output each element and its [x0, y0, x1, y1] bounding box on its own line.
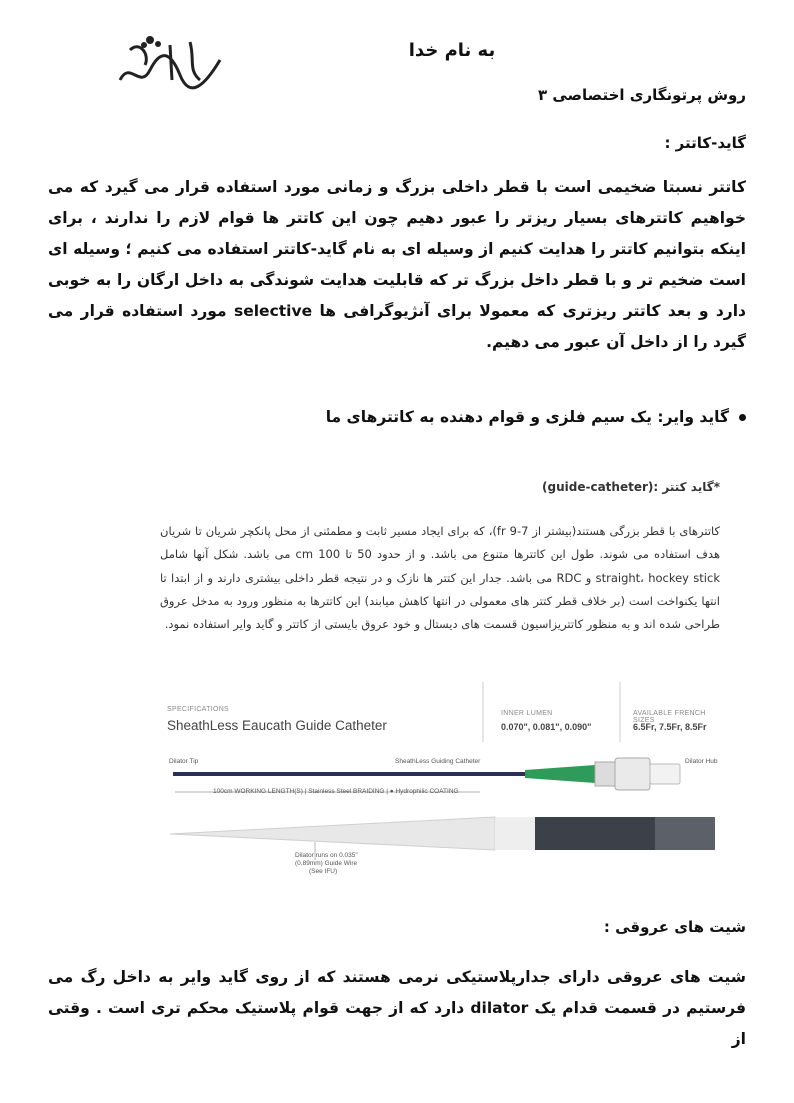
paragraph2-latin: dilator — [470, 999, 529, 1017]
bullet-guidewire — [326, 408, 746, 426]
inner-lumen-label: INNER LUMEN — [501, 710, 553, 717]
paragraph-sheaths — [48, 962, 746, 1055]
book-heading — [542, 480, 720, 494]
working-length-label: 100cm WORKING LENGTH(S) | Stainless Steel BRAIDING | ● Hydrophilic COATING — [213, 788, 459, 795]
spec-label: SPECIFICATIONS — [167, 706, 230, 713]
paragraph1-after: مورد استفاده قرار می گیرد را از داخل آن عبور می دهیم. — [48, 302, 746, 351]
guide-catheter-heading: گاید-کاتتر : — [664, 134, 746, 152]
paragraph1-latin: selective — [234, 302, 313, 320]
spec-figure — [165, 682, 725, 882]
paragraph-guide-catheter — [48, 172, 746, 358]
dilator-note-1: Dilator runs on 0.035" — [295, 852, 358, 859]
dilator-note-2: (0.89mm) Guide Wire — [295, 860, 358, 867]
bullet-dot-icon — [739, 414, 746, 421]
sheath-heading: شیت های عروقی : — [603, 918, 746, 936]
product-name: SheathLess Eaucath Guide Catheter — [167, 718, 387, 733]
paragraph2-before: شیت های عروقی دارای جدارپلاستیکی نرمی هستند که از روی گاید وایر به داخل رگ می فرستیم در قسمت قدام یک — [48, 968, 746, 1017]
paragraph1-before: کاتتر نسبتا ضخیمی است با قطر داخلی بزرگ و زمانی مورد استفاده قرار می گیرد که می خواهیم کاتترهای بسیار ریزتر را عبور دهیم چون این کاتتر ها قوام لازم را ندارند ، برای اینکه بتوانیم کاتتر را هدایت کنیم از وسیله ای به نام گاید-کاتتر استفاده می کنیم ؛ وسیله ای است ضخیم تر و با قطر داخل بزرگ تر که قابلیت هدایت شوندگی به داخل ارگان را به خوبی دارد و بعد کاتتر ریزتری که معمولا برای آنژیوگرافی ها — [48, 178, 746, 320]
book-text: کاتترهای با قطر بزرگی هستند(بیشتر از fr 9-7)، که برای ایجاد مسیر ثابت و مطمئنی از محل پانکچر شریان تا شریان هدف استفاده می شوند. طول این کاتترها متنوع می باشد. و از حدود 50 تا 100 cm می باشد. شکل آنها شامل straight، hockey stick و RDC می باشد. جدار این کتتر ها نازک و در نتیجه قطر داخلی بیشتری دارند و از ابتدا تا انتها یکنواخت است (بر خلاف قطر کتتر های معمولی در انتها کاهش میابند) این کاتترها به منظور ورود به مدخل عروق طراحی شده اند و به منظور کاتتریزاسیون قسمت های دیستال و خود عروق بایستی از کاتتر و گاید وایر استفاده نمود. — [160, 524, 721, 632]
guiding-catheter-label: SheathLess Guiding Catheter — [395, 758, 481, 765]
paragraph2-after: دارد که از جهت قوام پلاستیک محکم تری است . وقتی از — [48, 999, 746, 1048]
section-title: روش پرتونگاری اختصاصی ۳ — [537, 86, 746, 104]
book-heading-en: (guide-catheter): — [542, 480, 659, 494]
bullet-text: گاید وایر: یک سیم فلزی و قوام دهنده به کاتترهای ما — [325, 408, 729, 426]
inner-lumen-value: 0.070", 0.081", 0.090" — [501, 722, 592, 732]
french-sizes-value: 6.5Fr, 7.5Fr, 8.5Fr — [633, 722, 707, 732]
page-title: به نام خدا — [408, 40, 496, 61]
dilator-tip-label: Dilator Tip — [169, 758, 199, 765]
french-sizes-label: AVAILABLE FRENCH SIZES — [633, 710, 706, 724]
book-excerpt — [160, 470, 720, 670]
dilator-hub-label: Dilator Hub — [685, 758, 718, 765]
book-heading-fa: *گاید کتتر — [662, 480, 720, 494]
dilator-note-3: (See IFU) — [309, 868, 338, 875]
